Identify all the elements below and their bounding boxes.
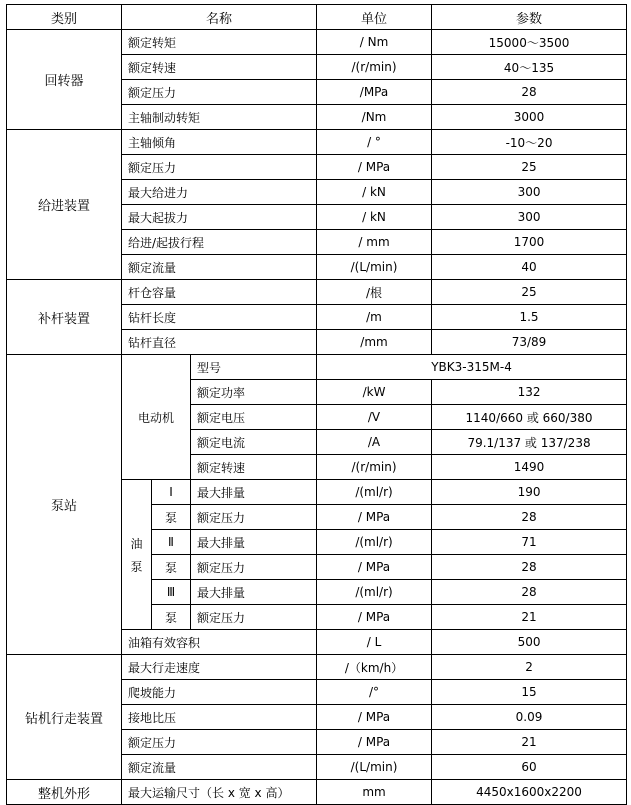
param-name: 额定压力 <box>191 555 317 580</box>
param-name: 额定流量 <box>122 755 317 780</box>
param-name: 额定压力 <box>191 605 317 630</box>
param-value: 15 <box>432 680 627 705</box>
header-value: 参数 <box>432 5 627 30</box>
param-value: 73/89 <box>432 330 627 355</box>
category-rod: 补杆装置 <box>7 280 122 355</box>
param-unit: /Nm <box>317 105 432 130</box>
param-value: 21 <box>432 730 627 755</box>
table-row <box>7 30 627 55</box>
oil-pump-label <box>122 480 152 630</box>
param-unit: / kN <box>317 205 432 230</box>
param-name: 最大起拔力 <box>122 205 317 230</box>
param-unit: / MPa <box>317 605 432 630</box>
param-name: 钻杆长度 <box>122 305 317 330</box>
category-overall: 整机外形 <box>7 780 122 805</box>
param-unit: /(ml/r) <box>317 580 432 605</box>
param-name: 油箱有效容积 <box>122 630 317 655</box>
pump-number: Ⅰ <box>152 480 191 505</box>
param-unit: / L <box>317 630 432 655</box>
param-name: 额定压力 <box>122 730 317 755</box>
pump-number: Ⅱ <box>152 530 191 555</box>
motor-label: 电动机 <box>122 355 191 480</box>
param-unit: / MPa <box>317 155 432 180</box>
param-name: 爬坡能力 <box>122 680 317 705</box>
param-value: -10～20 <box>432 130 627 155</box>
param-unit: / ° <box>317 130 432 155</box>
param-unit: /(ml/r) <box>317 480 432 505</box>
param-value: 300 <box>432 205 627 230</box>
param-unit: /(r/min) <box>317 55 432 80</box>
param-unit: /（km/h） <box>317 655 432 680</box>
param-name: 额定压力 <box>122 155 317 180</box>
param-value: 1490 <box>432 455 627 480</box>
param-name: 最大排量 <box>191 480 317 505</box>
category-feed: 给进装置 <box>7 130 122 280</box>
param-name: 型号 <box>191 355 317 380</box>
param-name: 接地比压 <box>122 705 317 730</box>
param-value: 4450x1600x2200 <box>432 780 627 805</box>
table-row <box>7 780 627 805</box>
param-value: YBK3-315M-4 <box>317 355 627 380</box>
param-unit: /kW <box>317 380 432 405</box>
pump-suffix: 泵 <box>152 555 191 580</box>
param-name: 钻杆直径 <box>122 330 317 355</box>
param-name: 最大排量 <box>191 580 317 605</box>
param-value: 40 <box>432 255 627 280</box>
param-name: 额定转矩 <box>122 30 317 55</box>
param-unit: /m <box>317 305 432 330</box>
param-name: 额定转速 <box>122 55 317 80</box>
header-category: 类别 <box>7 5 122 30</box>
param-value: 21 <box>432 605 627 630</box>
param-unit: /V <box>317 405 432 430</box>
param-value: 79.1/137 或 137/238 <box>432 430 627 455</box>
param-value: 60 <box>432 755 627 780</box>
param-unit: / mm <box>317 230 432 255</box>
param-name: 额定压力 <box>191 505 317 530</box>
param-unit: /° <box>317 680 432 705</box>
param-value: 300 <box>432 180 627 205</box>
param-value: 132 <box>432 380 627 405</box>
param-unit: /根 <box>317 280 432 305</box>
param-value: 190 <box>432 480 627 505</box>
category-pump-station: 泵站 <box>7 355 122 655</box>
param-value: 25 <box>432 155 627 180</box>
param-value: 1700 <box>432 230 627 255</box>
param-value: 0.09 <box>432 705 627 730</box>
param-name: 额定压力 <box>122 80 317 105</box>
param-value: 28 <box>432 80 627 105</box>
param-unit: / kN <box>317 180 432 205</box>
param-name: 主轴制动转矩 <box>122 105 317 130</box>
param-name: 额定电流 <box>191 430 317 455</box>
pump-suffix: 泵 <box>152 605 191 630</box>
table-row <box>7 655 627 680</box>
param-unit: / MPa <box>317 730 432 755</box>
param-value: 2 <box>432 655 627 680</box>
oil-pump-label-top: 油 <box>130 536 143 551</box>
param-unit: /(ml/r) <box>317 530 432 555</box>
param-unit: /A <box>317 430 432 455</box>
header-unit: 单位 <box>317 5 432 30</box>
param-name: 最大行走速度 <box>122 655 317 680</box>
param-value: 28 <box>432 555 627 580</box>
category-rotator: 回转器 <box>7 30 122 130</box>
param-name: 额定电压 <box>191 405 317 430</box>
param-unit: /(r/min) <box>317 455 432 480</box>
param-unit: /MPa <box>317 80 432 105</box>
param-value: 1140/660 或 660/380 <box>432 405 627 430</box>
param-unit: / MPa <box>317 705 432 730</box>
param-unit: /mm <box>317 330 432 355</box>
table-row <box>7 355 627 380</box>
param-unit: /(L/min) <box>317 255 432 280</box>
header-name: 名称 <box>122 5 317 30</box>
param-name: 杆仓容量 <box>122 280 317 305</box>
param-unit: / MPa <box>317 505 432 530</box>
spec-table <box>6 4 627 805</box>
param-name: 最大给进力 <box>122 180 317 205</box>
table-row <box>7 280 627 305</box>
param-unit: / Nm <box>317 30 432 55</box>
param-unit: /(L/min) <box>317 755 432 780</box>
param-name: 额定转速 <box>191 455 317 480</box>
param-name: 给进/起拔行程 <box>122 230 317 255</box>
param-unit: / MPa <box>317 555 432 580</box>
param-value: 1.5 <box>432 305 627 330</box>
param-value: 71 <box>432 530 627 555</box>
param-unit: mm <box>317 780 432 805</box>
param-name: 主轴倾角 <box>122 130 317 155</box>
header-row <box>7 5 627 30</box>
param-value: 15000～3500 <box>432 30 627 55</box>
param-name: 额定流量 <box>122 255 317 280</box>
pump-number: Ⅲ <box>152 580 191 605</box>
oil-pump-label-bottom: 泵 <box>130 559 143 574</box>
pump-suffix: 泵 <box>152 505 191 530</box>
param-value: 3000 <box>432 105 627 130</box>
param-name: 额定功率 <box>191 380 317 405</box>
table-row <box>7 130 627 155</box>
param-value: 500 <box>432 630 627 655</box>
param-value: 28 <box>432 505 627 530</box>
param-value: 28 <box>432 580 627 605</box>
param-value: 40～135 <box>432 55 627 80</box>
category-travel: 钻机行走装置 <box>7 655 122 780</box>
param-name: 最大运输尺寸（长 x 宽 x 高） <box>122 780 317 805</box>
param-value: 25 <box>432 280 627 305</box>
param-name: 最大排量 <box>191 530 317 555</box>
